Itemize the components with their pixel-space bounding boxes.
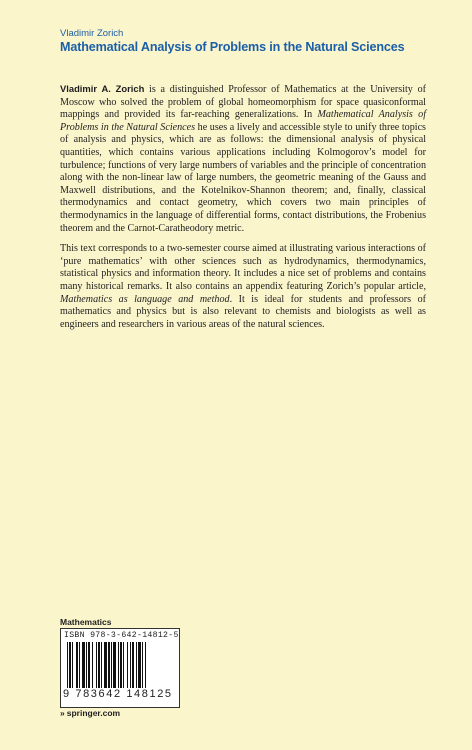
- barcode-bar: [145, 642, 146, 688]
- website-text: springer.com: [66, 708, 121, 718]
- barcode-bar: [142, 642, 143, 688]
- barcode-bar: [88, 642, 90, 688]
- blurb-paragraph-1: [60, 83, 426, 235]
- blurb-text: . It is ideal for students and professors of mathematics and physics but is also relevant to chemists and biologists as well as engineers and researchers in various areas of the natural sciences.: [60, 293, 426, 330]
- barcode-bars: [67, 642, 173, 690]
- barcode-bar: [123, 642, 124, 688]
- isbn-number: ISBN 978-3-642-14812-5: [64, 631, 179, 640]
- barcode-bar: [118, 642, 119, 688]
- blurb-paragraph-2: [60, 243, 426, 331]
- barcode-bar: [82, 642, 85, 688]
- barcode-bar: [113, 642, 116, 688]
- barcode-bar: [86, 642, 87, 688]
- barcode-bar: [132, 642, 134, 688]
- blurb-article-title: Mathematics as language and method: [60, 293, 230, 305]
- blurb-book-title: Mathematical Analysis of Problems in the Natural Sciences: [60, 109, 427, 133]
- barcode-bar: [111, 642, 112, 688]
- barcode-bar: [67, 642, 68, 688]
- arrow-icon: »: [60, 708, 65, 718]
- blurb-author-name: Vladimir A. Zorich: [60, 83, 145, 94]
- back-cover-blurb: [60, 83, 426, 339]
- book-title: Mathematical Analysis of Problems in the Natural Sciences: [60, 40, 405, 54]
- barcode-bar: [98, 642, 100, 688]
- barcode-bar: [79, 642, 80, 688]
- barcode-bar: [72, 642, 73, 688]
- barcode-bar: [69, 642, 71, 688]
- barcode-bar: [138, 642, 141, 688]
- barcode-bar: [76, 642, 78, 688]
- barcode-bar: [101, 642, 102, 688]
- book-author: Vladimir Zorich: [60, 28, 124, 39]
- blurb-text: is a distinguished Professor of Mathematics at the University of Moscow who solved the problem of global homeomorphism for space quasiconformal mappings and provided its far-reaching generalizations. In: [60, 84, 426, 121]
- publisher-website: [60, 708, 120, 718]
- barcode-bar: [130, 642, 131, 688]
- blurb-text: This text corresponds to a two-semester course aimed at illustrating various interactions of ‘pure mathematics’ with other sciences such as hydrodynamics, thermodynamics, statistical physics and information theory. It includes a nice set of problems and contains many historical remarks. It also contains an appendix featuring Zorich’s popular article,: [60, 243, 426, 292]
- barcode-bar: [104, 642, 107, 688]
- barcode-bar: [120, 642, 122, 688]
- barcode-bar: [127, 642, 128, 688]
- subject-category: Mathematics: [60, 617, 112, 627]
- barcode-bar: [108, 642, 110, 688]
- blurb-text: he uses a lively and accessible style to unify three topics of analysis and physics, which are as follows: the dimensional analysis of physical quantities, which contains various applications including Kolmogorov’s model for turbulence; functions of very large numbers of variables and the principle of concentration along with the non-linear law of large numbers, the geometric meaning of the Gauss and Maxwell distributions, and the Kotelnikov-Shannon theorem; and, finally, classical thermodynamics and contact geometry, which covers two main principles of thermodynamics in the language of differential forms, contact distributions, the Frobenius theorem and the Carnot-Caratheodory metric.: [60, 121, 426, 234]
- isbn-barcode: [60, 628, 180, 708]
- barcode-bar: [96, 642, 97, 688]
- barcode-bar: [136, 642, 137, 688]
- barcode-digits: 9 783642 148125: [63, 688, 173, 700]
- barcode-bar: [92, 642, 93, 688]
